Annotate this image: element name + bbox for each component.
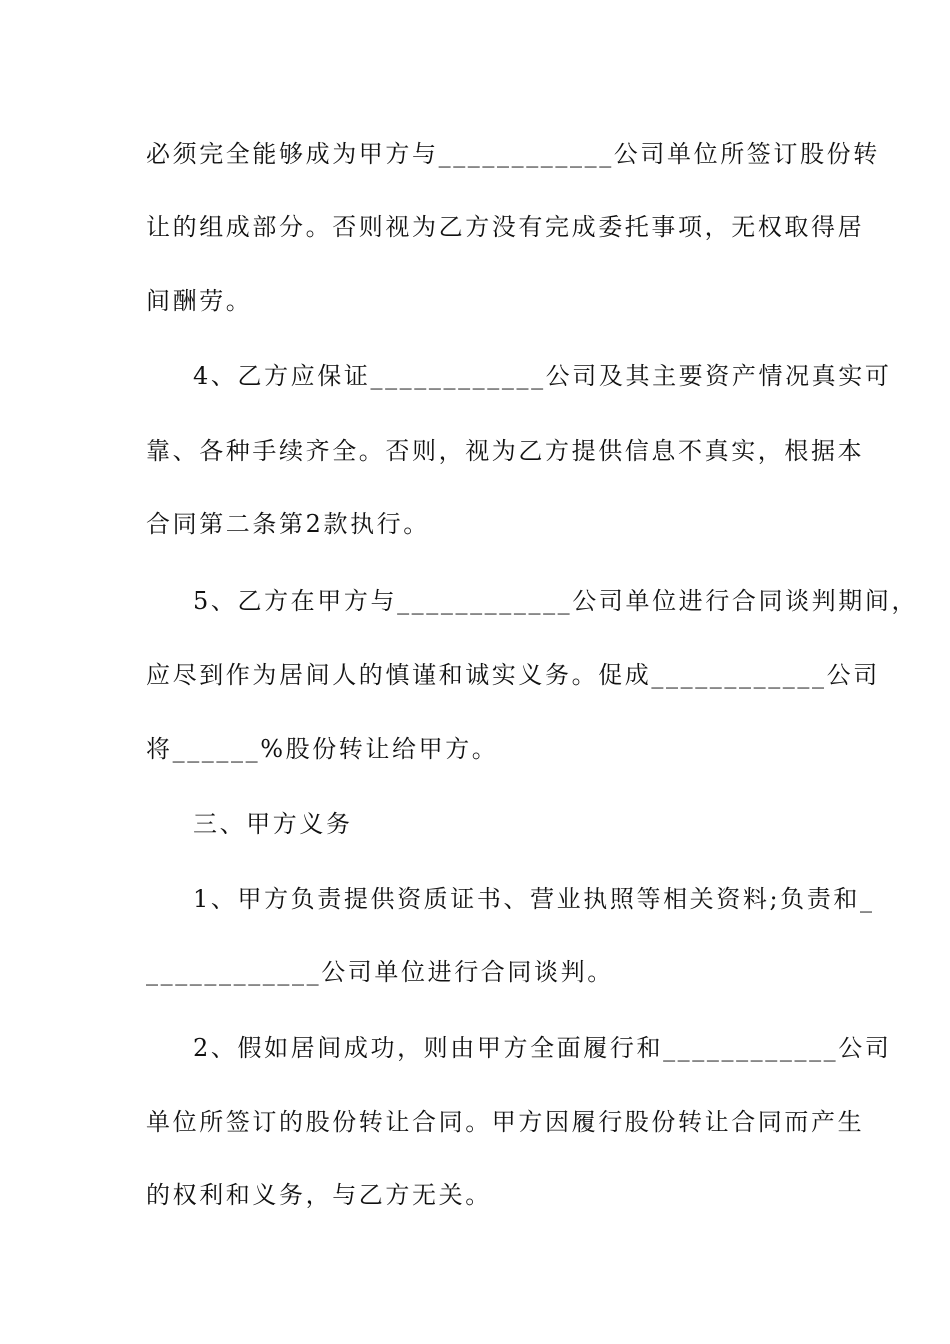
paragraph-2-start: 2、假如居间成功，则由甲方全面履行和____________公司 [193,1034,892,1062]
text-line: 间酬劳。 [146,287,253,315]
text-line: 单位所签订的股份转让合同。甲方因履行股份转让合同而产生 [146,1108,865,1136]
paragraph-4-start: 4、乙方应保证____________公司及其主要资产情况真实可 [193,362,892,390]
text-line: 将______%股份转让给甲方。 [146,735,499,763]
text-line: 靠、各种手续齐全。否则，视为乙方提供信息不真实，根据本 [146,437,865,465]
text-line: 让的组成部分。否则视为乙方没有完成委托事项，无权取得居 [146,213,865,241]
text-line: 合同第二条第2款执行。 [146,510,430,538]
paragraph-1-start: 1、甲方负责提供资质证书、营业执照等相关资料;负责和_ [193,885,875,913]
paragraph-5-start: 5、乙方在甲方与____________公司单位进行合同谈判期间， [193,587,919,615]
section-heading: 三、甲方义务 [193,810,353,838]
text-line: ____________公司单位进行合同谈判。 [146,958,614,986]
text-line: 必须完全能够成为甲方与____________公司单位所签订股份转 [146,140,880,168]
text-line: 应尽到作为居间人的慎谨和诚实义务。促成____________公司 [146,661,880,689]
text-line: 的权利和义务，与乙方无关。 [146,1181,492,1209]
